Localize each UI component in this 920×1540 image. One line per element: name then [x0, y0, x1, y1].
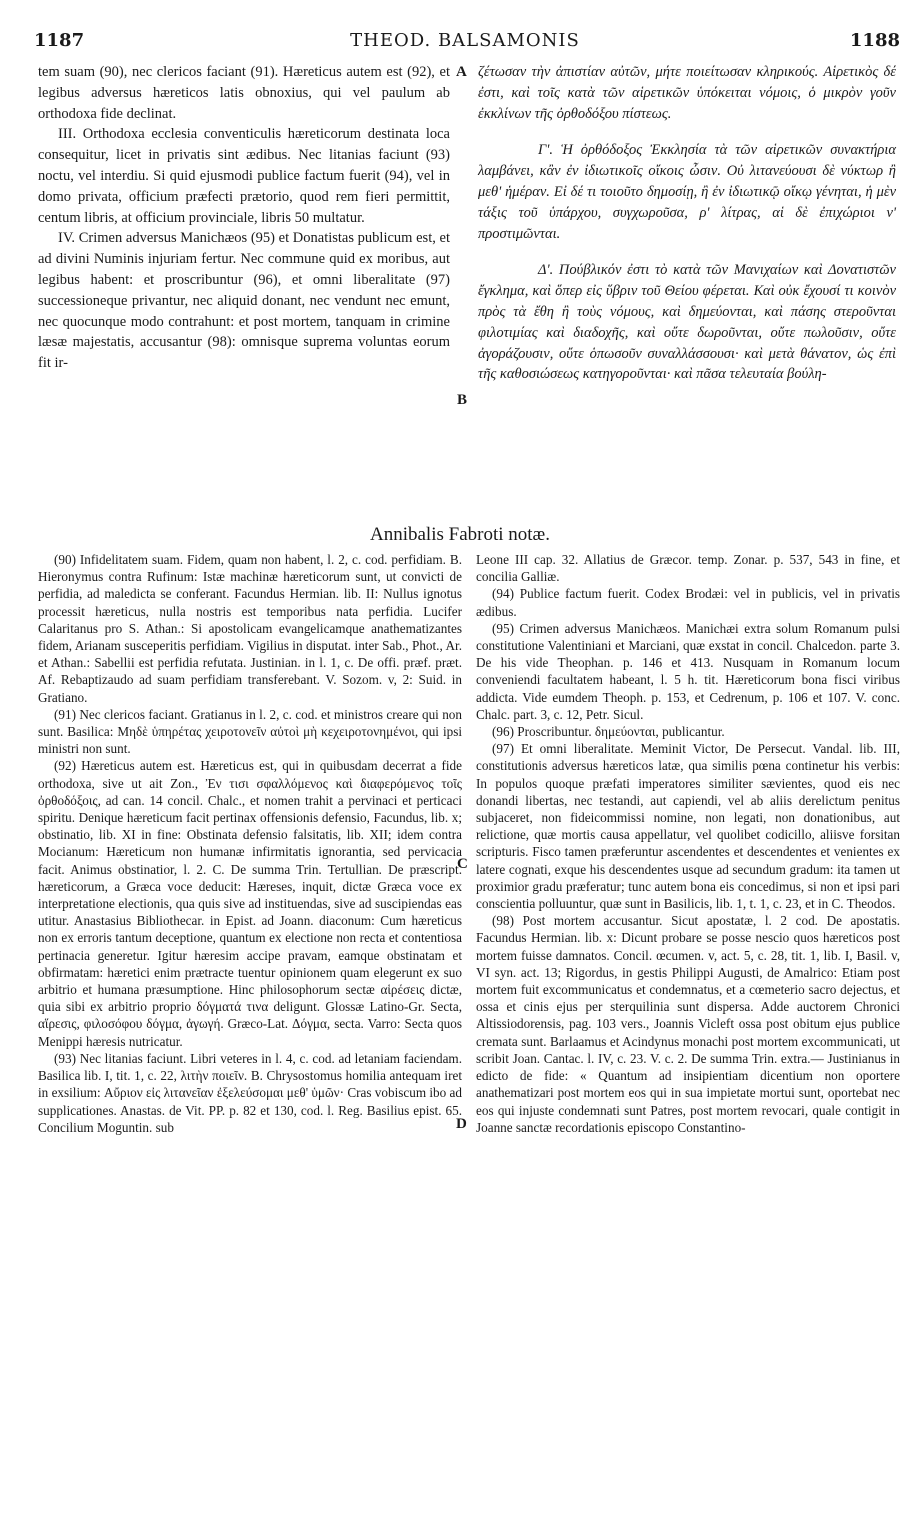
note-entry: (96) Proscribuntur. δημεύονται, publicantur. — [492, 724, 725, 740]
note-entry: (92) Hæreticus autem est. Hæreticus est, qui in quibusdam decerrat a fide orthodoxa, sive ut ait Zon., Ἐν τισι σφαλλόμενος καὶ διαφερόμενος τοῖς ὀρθοδόξοις, ad can. 14 concil. Chalc., et nomen trahit a pervinaci et perticaci spiritu. Denique hæreticum facit pertinax offensionis defensio, Facundus, lib. x; obstinatio, lib. XI in fine: Obstinata defensio falsitatis, lib. XII; idem contra Mocianum: Hæreticum non humanæ infirmitatis ignorantia, sed pervicacia facit. Animus obstinatior, l. 2. C. De summa Trin. Tertullian. De præscript. hæreticorum, a Græca voce deducit: Hæreses, inquit, dictæ Græca voce ex interpretatione electionis, qua quis sive ad instituendas, sive ad suscipiendas eas utitur. Anastasius Bibliothecar. in Epist. ad Joann. diaconum: Cum hæreticus non ex erroris tantum deceptione, quantum ex electione non recta et contentiosa pertinacia generetur. Igitur hæresim accipe pravam, eamque obstinatam et obfirmatam: hæretici enim prætracte tuentur opinionem quam elegerunt ex suo arbitrio et humana præsumptione. Hinc philosophorum sectæ αἱρέσεις dictæ, quia sibi ex arbitrio proprio δόγματά τινα deligunt. Glossæ Latino-Gr. Secta, αἵρεσις, φιλοσόφου δόγμα, ἀγωγή. Græco-Lat. Δόγμα, secta. Varro: Secta quos Menippi hæresis nutricatur. — [38, 758, 462, 1049]
running-header — [30, 30, 900, 56]
note-entry: (94) Publice factum fuerit. Codex Brodæi: vel in publicis, vel in privatis ædibus. — [476, 586, 900, 619]
page-number-right: 1188 — [849, 30, 900, 51]
note-entry: (98) Post mortem accusantur. Sicut apostatæ, l. 2 cod. De apostatis. Facundus Hermian. lib. x: Dicunt probare se posse nescio quos hæreticos post mortem fuisse damnatos. Concil. œcumen. v, act. 5, c. 28, tit. 1, lib. I, Basil. v, VI syn. act. 13; Rigordus, in gestis Philippi Augusti, de Amalrico: Etiam post mortem fuit excommunicatus et condemnatus, et a cœmeterio sacro dejectus, et ossa et cinis ejus per sterquilinia sunt dispersa. Adde auctorem Chronici Altissiodorensis, pag. 103 vers., Joannis Vicleft ossa post obitum ejus publice cremata sunt. Barlaamus et Acindynus monachi post mortem excommunicati, ut scribit Joan. Cantac. l. IV, c. 23. V. c. 2. De summa Trin. extra.— Justinianus in edicto de fide: « Quantum ad insipientiam dicentium non oportere anathematizari post mortem eos qui in sua impietate mortui sunt, oportebat nec eos qui injuste condemnati sunt Patres, post mortem revocari, quale contigit in Joanne sanctæ recordationis episcopo Constantino- — [476, 913, 900, 1135]
running-title: THEOD. BALSAMONIS — [350, 30, 580, 51]
greek-paragraph: Γ'. Ἡ ὀρθόδοξος Ἐκκλησία τὰ τῶν αἱρετικῶν συνακτήρια λαμβάνει, κἂν ἐν ἰδιωτικοῖς οἴκοις ὦσιν. Οὐ λιτανεύουσι δὲ νύκτωρ ἢ μεθ' ἡμέραν. Εἰ δέ τι τοιοῦτο δημοσίῃ, ἢ ἐν ἰδιωτικῷ οἴκῳ γένηται, ἡ μὲν τάξις τοῦ ὑπάρχου, συγχωροῦσα, ρ' λίτρας, αἱ δὲ ἐπιχώριοι ν' προστιμῶνται. — [478, 142, 896, 242]
margin-letter-c: C — [457, 856, 468, 872]
margin-letter-a: A — [456, 64, 467, 80]
notes-column-right — [476, 551, 900, 1136]
page-number-left: 1187 — [34, 30, 85, 51]
greek-text-column — [478, 62, 896, 385]
margin-letter-d: D — [456, 1116, 467, 1132]
note-entry: (97) Et omni liberalitate. Meminit Victor, De Persecut. Vandal. lib. III, constitutionis adversus hæreticos latæ, qua similis pœna continetur his verbis: In populos quoque præfati imperatores similiter sævientes, quod eis nec donandi libertas, nec testandi, aut capiendi, vel ab aliis derelictum penitus subjaceret, non fideicommissi nomine, non legati, non donationibus, aut relictione, quæ mortis causa appellatur, vel quolibet codicillo, aliisve forsitan scripturis. Fisco tamen præferuntur ascendentes et descendentes et venientes ex latere cognati, exque his descendentes usque ad secundum gradum: ita tamen ut proximior gradu præferatur; tunc autem bona eis concedimus, si non et ipsi pari conscientia polluuntur, quæ sunt in Basilicis, lib. 1, t. 1, c. 23, et in C. Theodos. — [476, 741, 900, 912]
notes-heading: Annibalis Fabroti notæ. — [370, 524, 550, 545]
note-entry: (90) Infidelitatem suam. Fidem, quam non habent, l. 2, c. cod. perfidiam. B. Hieronymus contra Rufinum: Istæ machinæ hæreticorum sunt, ut convicti de perfidia, ad maledicta se conferant. Facundus Hermian. lib. II: Nullus ignotus processit hæreticus, nulla nostris est temporibus nata perfidia. Lucifer Calaritanus pro S. Athan.: Si apostolicam evangelicamque anathematizantes fidem, Arianam susceperitis perfidiam. Vigilius in disputat. inter Sab., Phot., Ar. et Athan.: Sabellii est perfidia refutata. Justinian. in l. 1, c. De offi. præf. præt. Af. Rebaptizaudo ad suam perfidiam transferebant. V. Sozom. v, 2: Suid. in Gratiano. — [38, 552, 462, 705]
note-entry: Leone III cap. 32. Allatius de Græcor. temp. Zonar. p. 537, 543 in fine, et concilia Galliæ. — [476, 552, 900, 585]
note-entry: (93) Nec litanias faciunt. Libri veteres in l. 4, c. cod. ad letaniam faciendam. Basilica lib. I, tit. 1, c. 22, λιτὴν ποιεῖν. B. Chrysostomus homilia antequam iret in exsilium: Αὔριον εἰς λιτανεῖαν ἐξελεύσομαι μεθ' ὑμῶν· Cras vobiscum ibo ad supplicationes. Anastas. de Vit. PP. p. 82 et 130, cod. l. Reg. Basilius epist. 65. Concilium Moguntin. sub — [38, 1050, 462, 1135]
latin-paragraph: tem suam (90), nec clericos faciant (91). Hæreticus autem est (92), et legibus adversus hæreticos latis obnoxius, qui vel paulum ab orthodoxa fide declinat. — [38, 64, 450, 122]
latin-paragraph: III. Orthodoxa ecclesia conventiculis hæreticorum destinata loca consequitur, licet in privatis sint ædibus. Nec litanias faciunt (93) noctu, vel interdiu. Si quid ejusmodi publice factum fuerit (94), vel in domo privata, officium præfecti prætorio, quod rem fieri permittit, centum libris, at officium provinciale, libris 50 multatur. — [38, 126, 450, 226]
note-entry: (95) Crimen adversus Manichæos. Manichæi extra solum Romanum pulsi constitutione Valentiniani et Marciani, quæ exstat in concil. Chalcedon. parte 3. De his vide Theophan. p. 146 et 413. Nusquam in Romanum locum conveniendi facultatem habeant, l. 5 h. tit. Hæreticorum bona fisci viribus addicta. Vide eumdem Theoph. p. 153, et Cedrenum, p. 106 et 107. V. conc. Chalc. part. 3, c. 12, Petr. Sicul. — [476, 620, 900, 722]
greek-paragraph: ζέτωσαν τὴν ἀπιστίαν αὐτῶν, μήτε ποιείτωσαν κληρικούς. Αἱρετικὸς δέ ἐστι, καὶ τοῖς κατὰ τῶν αἱρετικῶν ὑπόκειται νόμοις, ὁ μικρὸν γοῦν ἐκκλίνων τῆς ὀρθοδόξου πίστεως. — [478, 64, 896, 122]
latin-text-column — [38, 62, 450, 374]
note-entry: (91) Nec clericos faciant. Gratianus in l. 2, c. cod. et ministros creare qui non sunt. Basilica: Μηδὲ ὑπηρέτας χειροτονεῖν αὐτοὶ μὴ κεχειροτονημένοι, qui ipsi ministri non sunt. — [38, 706, 462, 757]
notes-column-left — [38, 551, 462, 1136]
greek-paragraph: Δ'. Πούβλικόν ἐστι τὸ κατὰ τῶν Μανιχαίων καὶ Δονατιστῶν ἔγκλημα, καὶ ὅπερ εἰς ὕβριν τοῦ Θείου φέρεται. Καὶ οὐκ ἔχουσί τι κοινὸν πρὸς τὰ ἔθη ἢ τοὺς νόμους, καὶ δημεύονται, καὶ πάσης στεροῦνται φιλοτιμίας καὶ διαδοχῆς, καὶ οὔτε δωροῦνται, οὔτε πωλοῦσιν, οὔτε ἀγοράζουσιν, οὔτε ὁπωσοῦν συναλλάσσουσι· καὶ μετὰ θάνατον, ὡς ἐπὶ τῆς καθοσιώσεως κατηγοροῦνται· καὶ πᾶσα τελευταία βούλη- — [478, 262, 896, 383]
margin-letter-b: B — [457, 392, 468, 408]
latin-paragraph: IV. Crimen adversus Manichæos (95) et Donatistas publicum est, et ad divini Numinis injuriam fertur. Nec commune quid ex moribus, aut legibus habent: et proscribuntur (96), et omni liberalitate (97) successioneque privantur, nec aliquid donant, nec vendunt nec emunt, nec quocunque modo contrahunt: et post mortem, tanquam in crimine læsæ majestatis, accusantur (98): omnisque suprema voluntas eorum fit ir- — [38, 230, 450, 372]
